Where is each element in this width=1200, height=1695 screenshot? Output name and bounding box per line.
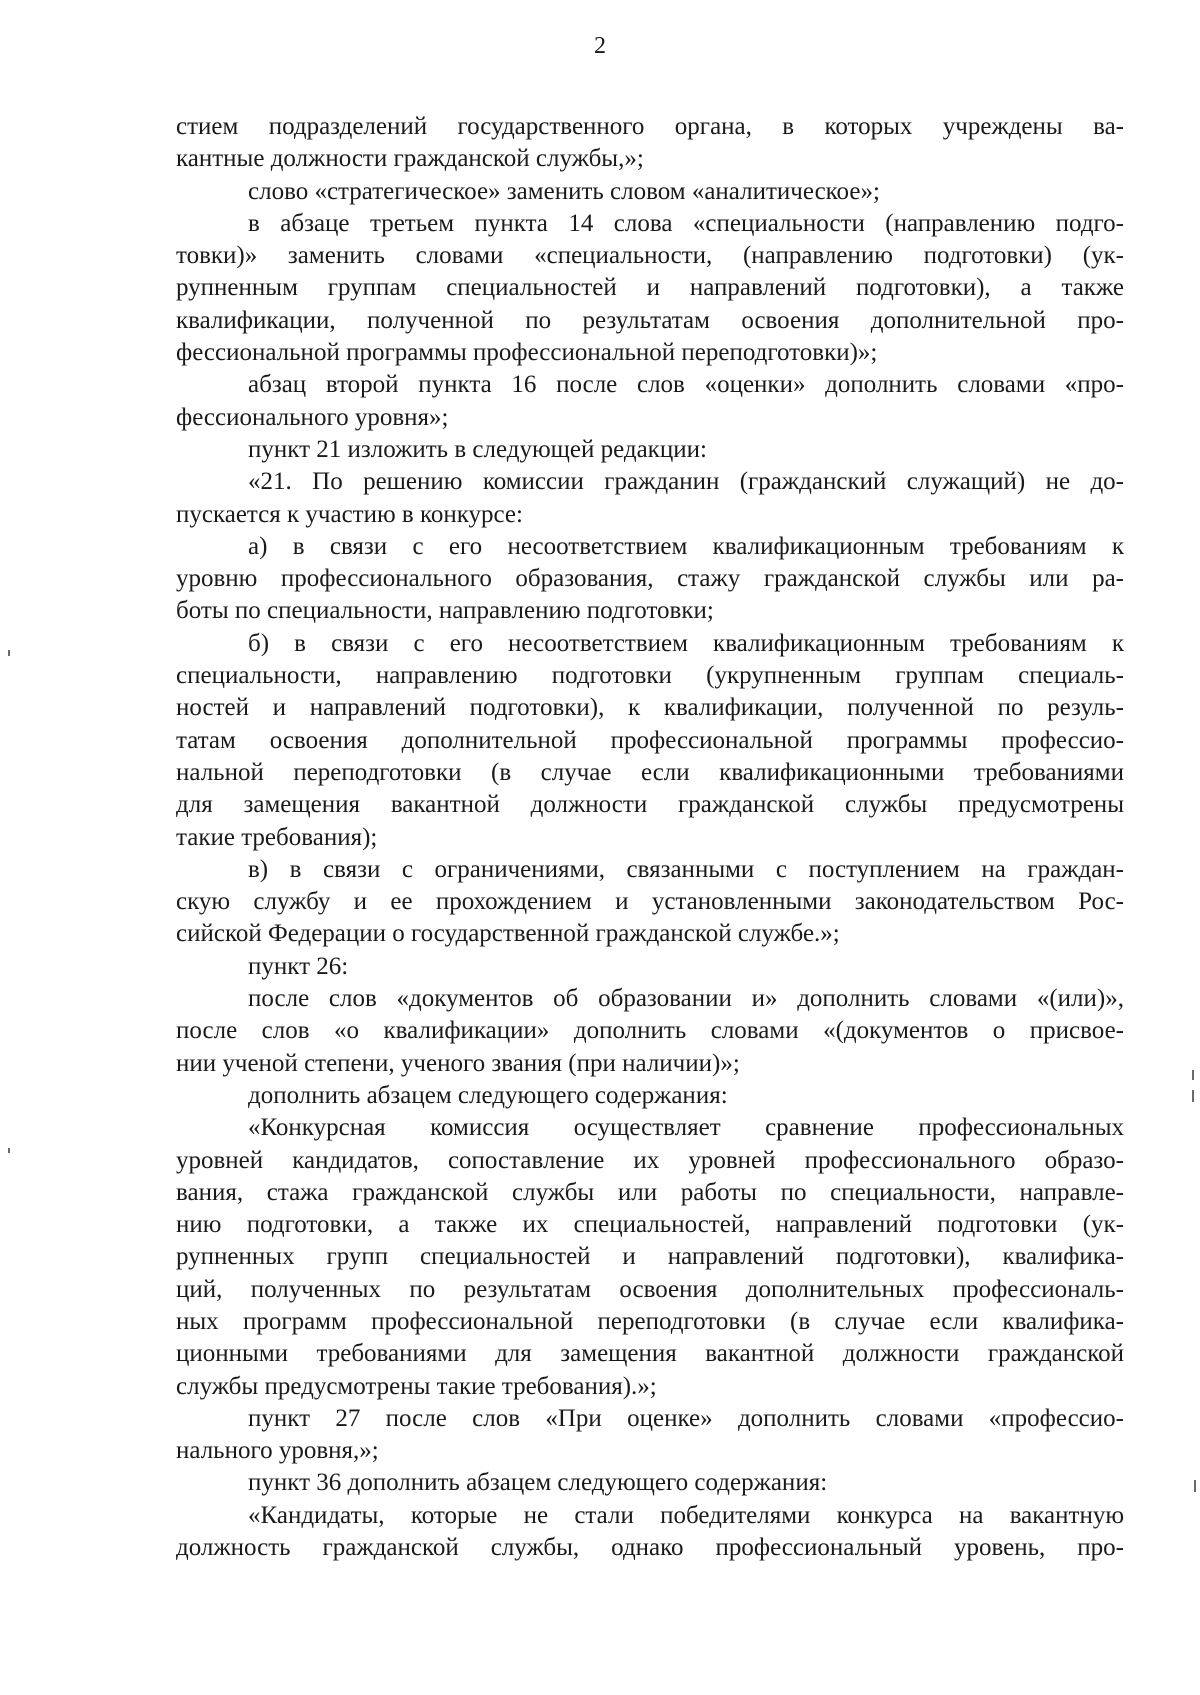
text-line: стием подразделений государственного органа, в которых учреждены ва- xyxy=(176,113,1124,140)
text-line: нального уровня,»; xyxy=(176,1437,379,1465)
text-line: рупненных групп специальностей и направлений подготовки), квалифика- xyxy=(176,1243,1124,1271)
text-line: товки)» заменить словами «специальности, (направлению подготовки) (ук- xyxy=(176,242,1124,270)
text-line: скую службу и ее прохождением и установленными законодательством Рос- xyxy=(176,888,1124,916)
text-line: «Конкурсная комиссия осуществляет сравнение профессиональных xyxy=(248,1114,1124,1142)
text-line: нальной переподготовки (в случае если квалификационными требованиями xyxy=(176,758,1124,786)
text-line: в абзаце третьем пункта 14 слова «специальности (направлению подго- xyxy=(248,209,1124,237)
text-line: пункт 26: xyxy=(248,952,349,980)
text-line: «Кандидаты, которые не стали победителями конкурса на вакантную xyxy=(248,1501,1124,1529)
text-line: абзац второй пункта 16 после слов «оценки» дополнить словами «про- xyxy=(248,371,1124,399)
text-line: после слов «документов об образовании и» дополнить словами «(или)», xyxy=(248,985,1124,1013)
text-line: рупненным группам специальностей и направлений подготовки), а также xyxy=(176,274,1124,302)
text-line: ционными требованиями для замещения вакантной должности гражданской xyxy=(176,1340,1124,1368)
text-line: ных программ профессиональной переподготовки (в случае если квалифика- xyxy=(176,1307,1124,1335)
text-line: службы предусмотрены такие требования).»; xyxy=(176,1372,657,1400)
text-line: кантные должности гражданской службы,»; xyxy=(176,145,644,173)
document-body xyxy=(176,111,1124,1564)
page-number: 2 xyxy=(594,33,606,59)
text-line: пункт 27 после слов «При оценке» дополнить словами «профессио- xyxy=(248,1404,1124,1432)
text-line: нии ученой степени, ученого звания (при наличии)»; xyxy=(176,1049,740,1077)
text-line: «21. По решению комиссии гражданин (гражданский служащий) не до- xyxy=(248,468,1124,496)
text-line: ций, полученных по результатам освоения дополнительных профессиональ- xyxy=(176,1275,1124,1303)
text-line: после слов «о квалификации» дополнить словами «(документов о присвое- xyxy=(176,1017,1124,1045)
text-line: татам освоения дополнительной профессиональной программы профессио- xyxy=(176,726,1124,754)
text-line: боты по специальности, направлению подготовки; xyxy=(176,597,714,625)
text-line: вания, стажа гражданской службы или работы по специальности, направле- xyxy=(176,1178,1124,1206)
text-line: в) в связи с ограничениями, связанными с поступлением на граждан- xyxy=(248,855,1124,883)
text-line: специальности, направлению подготовки (укрупненным группам специаль- xyxy=(176,662,1124,690)
text-line: слово «стратегическое» заменить словом «аналитическое»; xyxy=(248,177,880,205)
text-line: такие требования); xyxy=(176,823,378,851)
text-line: уровней кандидатов, сопоставление их уровней профессионального образо- xyxy=(176,1146,1124,1174)
text-line: уровню профессионального образования, стажу гражданской службы или ра- xyxy=(176,565,1124,593)
text-line: фессионального уровня»; xyxy=(176,403,449,431)
text-line: б) в связи с его несоответствием квалификационным требованиям к xyxy=(248,629,1124,657)
text-line: нию подготовки, а также их специальностей, направлений подготовки (ук- xyxy=(176,1211,1124,1239)
text-line: пускается к участию в конкурсе: xyxy=(176,500,523,528)
text-line: пункт 36 дополнить абзацем следующего содержания: xyxy=(248,1469,828,1497)
text-line: дополнить абзацем следующего содержания: xyxy=(248,1081,728,1109)
text-line: должность гражданской службы, однако профессиональный уровень, про- xyxy=(176,1534,1124,1562)
text-line: а) в связи с его несоответствием квалификационным требованиям к xyxy=(248,532,1124,560)
text-line: сийской Федерации о государственной гражданской службе.»; xyxy=(176,920,840,948)
text-line: фессиональной программы профессиональной переподготовки)»; xyxy=(176,339,878,367)
text-line: пункт 21 изложить в следующей редакции: xyxy=(248,435,707,463)
text-line: ностей и направлений подготовки), к квалификации, полученной по резуль- xyxy=(176,694,1124,722)
text-line: квалификации, полученной по результатам освоения дополнительной про- xyxy=(176,306,1124,334)
text-line: для замещения вакантной должности гражданской службы предусмотрены xyxy=(176,791,1124,819)
